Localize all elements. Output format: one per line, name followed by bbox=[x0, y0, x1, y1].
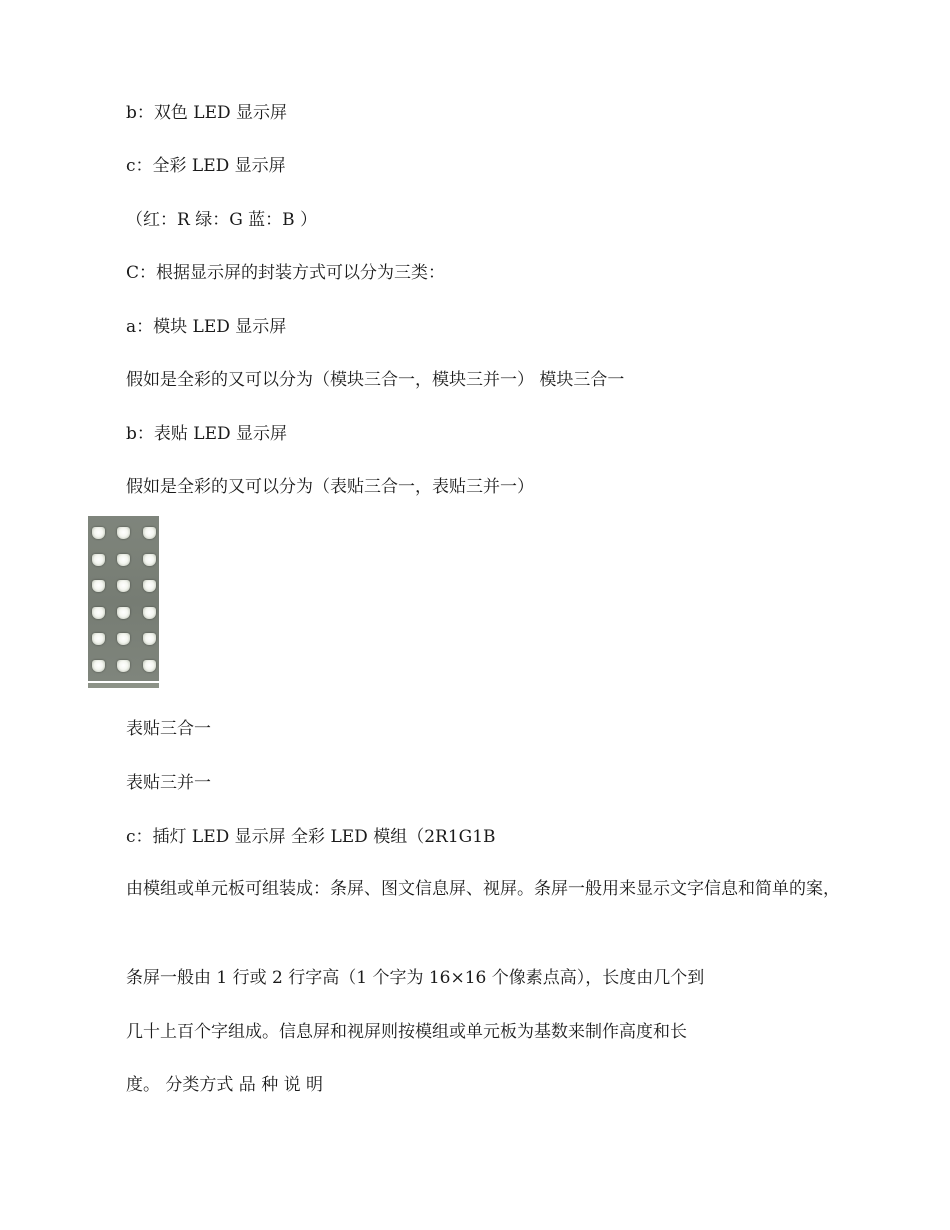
led-pixel bbox=[143, 527, 156, 539]
text-line-full-color: c：全彩 LED 显示屏 bbox=[126, 156, 286, 176]
text-line-rgb: （红：R 绿：G 蓝：B ） bbox=[126, 210, 318, 230]
smd-led-matrix-image bbox=[88, 516, 159, 688]
led-pixel bbox=[92, 527, 105, 539]
text-paragraph-assembly: 由模组或单元板可组装成：条屏、图文信息屏、视屏。条屏一般用来显示文字信息和简单的案， bbox=[126, 879, 840, 899]
text-line-dual-color: b：双色 LED 显示屏 bbox=[126, 103, 288, 123]
text-line-classification: 度。 分类方式 品 种 说 明 bbox=[126, 1075, 324, 1095]
led-pixel bbox=[143, 580, 156, 592]
text-line-module-fullcolor: 假如是全彩的又可以分为（模块三合一，模块三并一） 模块三合一 bbox=[126, 370, 625, 390]
led-pixel bbox=[117, 527, 130, 539]
text-line-strip-screen: 条屏一般由 1 行或 2 行字高（1 个字为 16×16 个像素点高），长度由几个到 bbox=[126, 968, 705, 988]
text-line-module-led: a：模块 LED 显示屏 bbox=[126, 317, 287, 337]
led-pixel bbox=[92, 607, 105, 619]
figure-bottom-strip bbox=[88, 681, 159, 688]
led-pixel bbox=[143, 633, 156, 645]
text-line-package-types: C：根据显示屏的封装方式可以分为三类： bbox=[126, 263, 446, 283]
led-pixel bbox=[117, 554, 130, 566]
led-pixel bbox=[117, 660, 130, 672]
led-pixel bbox=[117, 633, 130, 645]
text-line-info-screen: 几十上百个字组成。信息屏和视屏则按模组或单元板为基数来制作高度和长 bbox=[126, 1022, 687, 1042]
led-pixel bbox=[143, 660, 156, 672]
led-pixel bbox=[92, 554, 105, 566]
text-line-smd-three-in-one: 表贴三合一 bbox=[126, 719, 211, 739]
led-pixel bbox=[143, 607, 156, 619]
text-line-smd-fullcolor: 假如是全彩的又可以分为（表贴三合一，表贴三并一） bbox=[126, 477, 534, 497]
led-pixel bbox=[92, 633, 105, 645]
led-pixel bbox=[143, 554, 156, 566]
led-pixel bbox=[117, 607, 130, 619]
text-line-dip-led: c：插灯 LED 显示屏 全彩 LED 模组（2R1G1B bbox=[126, 827, 496, 847]
led-pixel bbox=[117, 580, 130, 592]
led-pixel bbox=[92, 580, 105, 592]
led-pixel bbox=[92, 660, 105, 672]
text-line-smd-three-parallel: 表贴三并一 bbox=[126, 773, 211, 793]
text-line-smd-led: b：表贴 LED 显示屏 bbox=[126, 424, 288, 444]
